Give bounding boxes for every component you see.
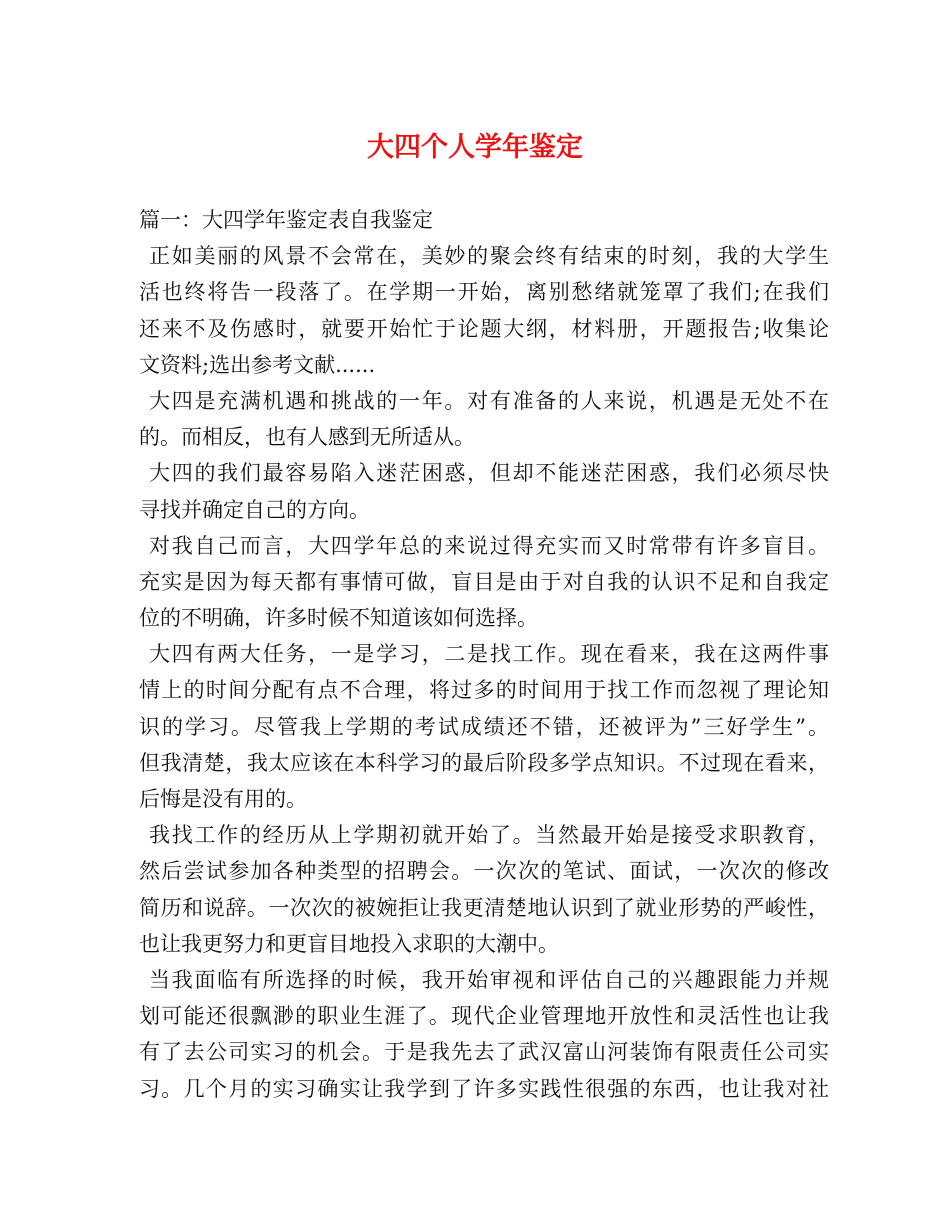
text-line: 大四的我们最容易陷入迷茫困惑，但却不能迷茫困惑，我们必须尽快 <box>149 461 829 486</box>
text-line: 有了去公司实习的机会。于是我先去了武汉富山河装饰有限责任公司实 <box>139 1040 829 1065</box>
text-line: 还来不及伤感时，就要开始忙于论题大纲，材料册，开题报告;收集论 <box>139 316 829 341</box>
text-line: 情上的时间分配有点不合理，将过多的时间用于找工作而忽视了理论知 <box>139 678 829 703</box>
text-line: 对我自己而言，大四学年总的来说过得充实而又时常带有许多盲目。 <box>149 533 829 558</box>
document-body <box>139 202 829 1107</box>
text-line: 我找工作的经历从上学期初就开始了。当然最开始是接受求职教育， <box>149 823 829 848</box>
text-line: 也让我更努力和更盲目地投入求职的大潮中。 <box>139 931 559 956</box>
text-line: 习。几个月的实习确实让我学到了许多实践性很强的东西，也让我对社 <box>139 1076 829 1101</box>
text-line: 文资料;选出参考文献...... <box>139 352 376 377</box>
text-line: 位的不明确，许多时候不知道该如何选择。 <box>139 606 538 631</box>
text-line: 识的学习。尽管我上学期的考试成绩还不错，还被评为”三好学生”。 <box>139 714 829 739</box>
text-line: 但我清楚，我太应该在本科学习的最后阶段多学点知识。不过现在看来， <box>139 750 829 775</box>
text-line: 然后尝试参加各种类型的招聘会。一次次的笔试、面试，一次次的修改 <box>139 859 829 884</box>
text-line: 划可能还很飘渺的职业生涯了。现代企业管理地开放性和灵活性也让我 <box>139 1004 829 1029</box>
text-line: 后悔是没有用的。 <box>139 787 307 811</box>
text-line: 当我面临有所选择的时候，我开始审视和评估自己的兴趣跟能力并规 <box>149 967 829 992</box>
document-title: 大四个人学年鉴定 <box>367 132 583 163</box>
text-line: 简历和说辞。一次次的被婉拒让我更清楚地认识到了就业形势的严峻性， <box>139 895 829 920</box>
text-line: 正如美丽的风景不会常在，美妙的聚会终有结束的时刻，我的大学生 <box>149 244 829 269</box>
text-line: 寻找并确定自己的方向。 <box>139 497 370 522</box>
text-line: 大四是充满机遇和挑战的一年。对有准备的人来说，机遇是无处不在 <box>149 388 829 413</box>
text-line: 大四有两大任务，一是学习，二是找工作。现在看来，我在这两件事 <box>149 642 829 667</box>
text-line: 活也终将告一段落了。在学期一开始，离别愁绪就笼罩了我们;在我们 <box>139 280 829 305</box>
section-heading: 篇一：大四学年鉴定表自我鉴定 <box>139 208 433 232</box>
text-line: 充实是因为每天都有事情可做，盲目是由于对自我的认识不足和自我定 <box>139 569 829 594</box>
text-line: 的。而相反，也有人感到无所适从。 <box>139 425 475 450</box>
